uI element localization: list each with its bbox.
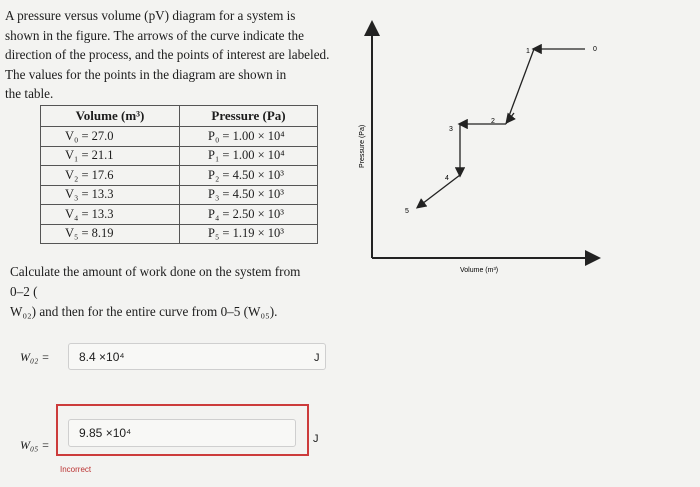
pressure-cell: P₂ = 4.50 × 10³ <box>180 166 318 186</box>
problem-line: A pressure versus volume (pV) diagram for a system is <box>5 8 296 23</box>
incorrect-status: Incorrect <box>60 465 92 474</box>
pressure-cell: P₄ = 2.50 × 10³ <box>180 205 318 225</box>
point-label-2: 2 <box>491 118 495 125</box>
point-label-3: 3 <box>449 126 453 133</box>
y-axis-label: Pressure (Pa) <box>359 124 366 168</box>
segment-4-5 <box>418 175 460 207</box>
volume-cell: V₂ = 17.6 <box>41 166 180 186</box>
volume-cell: V₀ = 27.0 <box>41 127 180 147</box>
problem-line: The values for the points in the diagram are shown in <box>5 66 287 82</box>
pressure-cell: P₀ = 1.00 × 10⁴ <box>180 127 318 147</box>
volume-header: Volume (m³) <box>41 106 180 127</box>
question-line: Calculate the amount of work done on the system from 0–2 ( <box>10 264 301 299</box>
x-axis-label: Volume (m³) <box>460 267 499 274</box>
pressure-cell: P₃ = 4.50 × 10³ <box>180 185 318 205</box>
question-line: W₀₂) and then for the entire curve from 0–5 (W₀₅). <box>10 304 278 319</box>
problem-line: shown in the figure. The arrows of the curve indicate the <box>5 27 304 43</box>
volume-cell: V₁ = 21.1 <box>41 146 180 166</box>
w02-label: W₀₂ = <box>20 350 50 364</box>
pressure-cell: P₁ = 1.00 × 10⁴ <box>180 146 318 166</box>
volume-cell: V₅ = 8.19 <box>41 224 180 244</box>
problem-line: direction of the process, and the points of interest are labeled. <box>5 47 330 62</box>
volume-cell: V₄ = 13.3 <box>41 205 180 225</box>
w05-label: W₀₅ = <box>20 438 50 452</box>
problem-line: the table. <box>5 86 54 101</box>
pressure-cell: P₅ = 1.19 × 10³ <box>180 224 318 244</box>
point-label-0: 0 <box>593 46 597 53</box>
point-label-4: 4 <box>445 175 449 182</box>
w05-unit: J <box>313 433 319 445</box>
segment-1-2a <box>506 49 534 124</box>
w05-value: 9.85 ×10⁴ <box>79 426 132 440</box>
volume-cell: V₃ = 13.3 <box>41 185 180 205</box>
w02-value: 8.4 ×10⁴ <box>79 349 125 364</box>
point-label-5: 5 <box>405 208 409 215</box>
pressure-header: Pressure (Pa) <box>180 106 318 127</box>
point-label-1: 1 <box>526 48 530 55</box>
w02-unit: J <box>314 352 320 364</box>
